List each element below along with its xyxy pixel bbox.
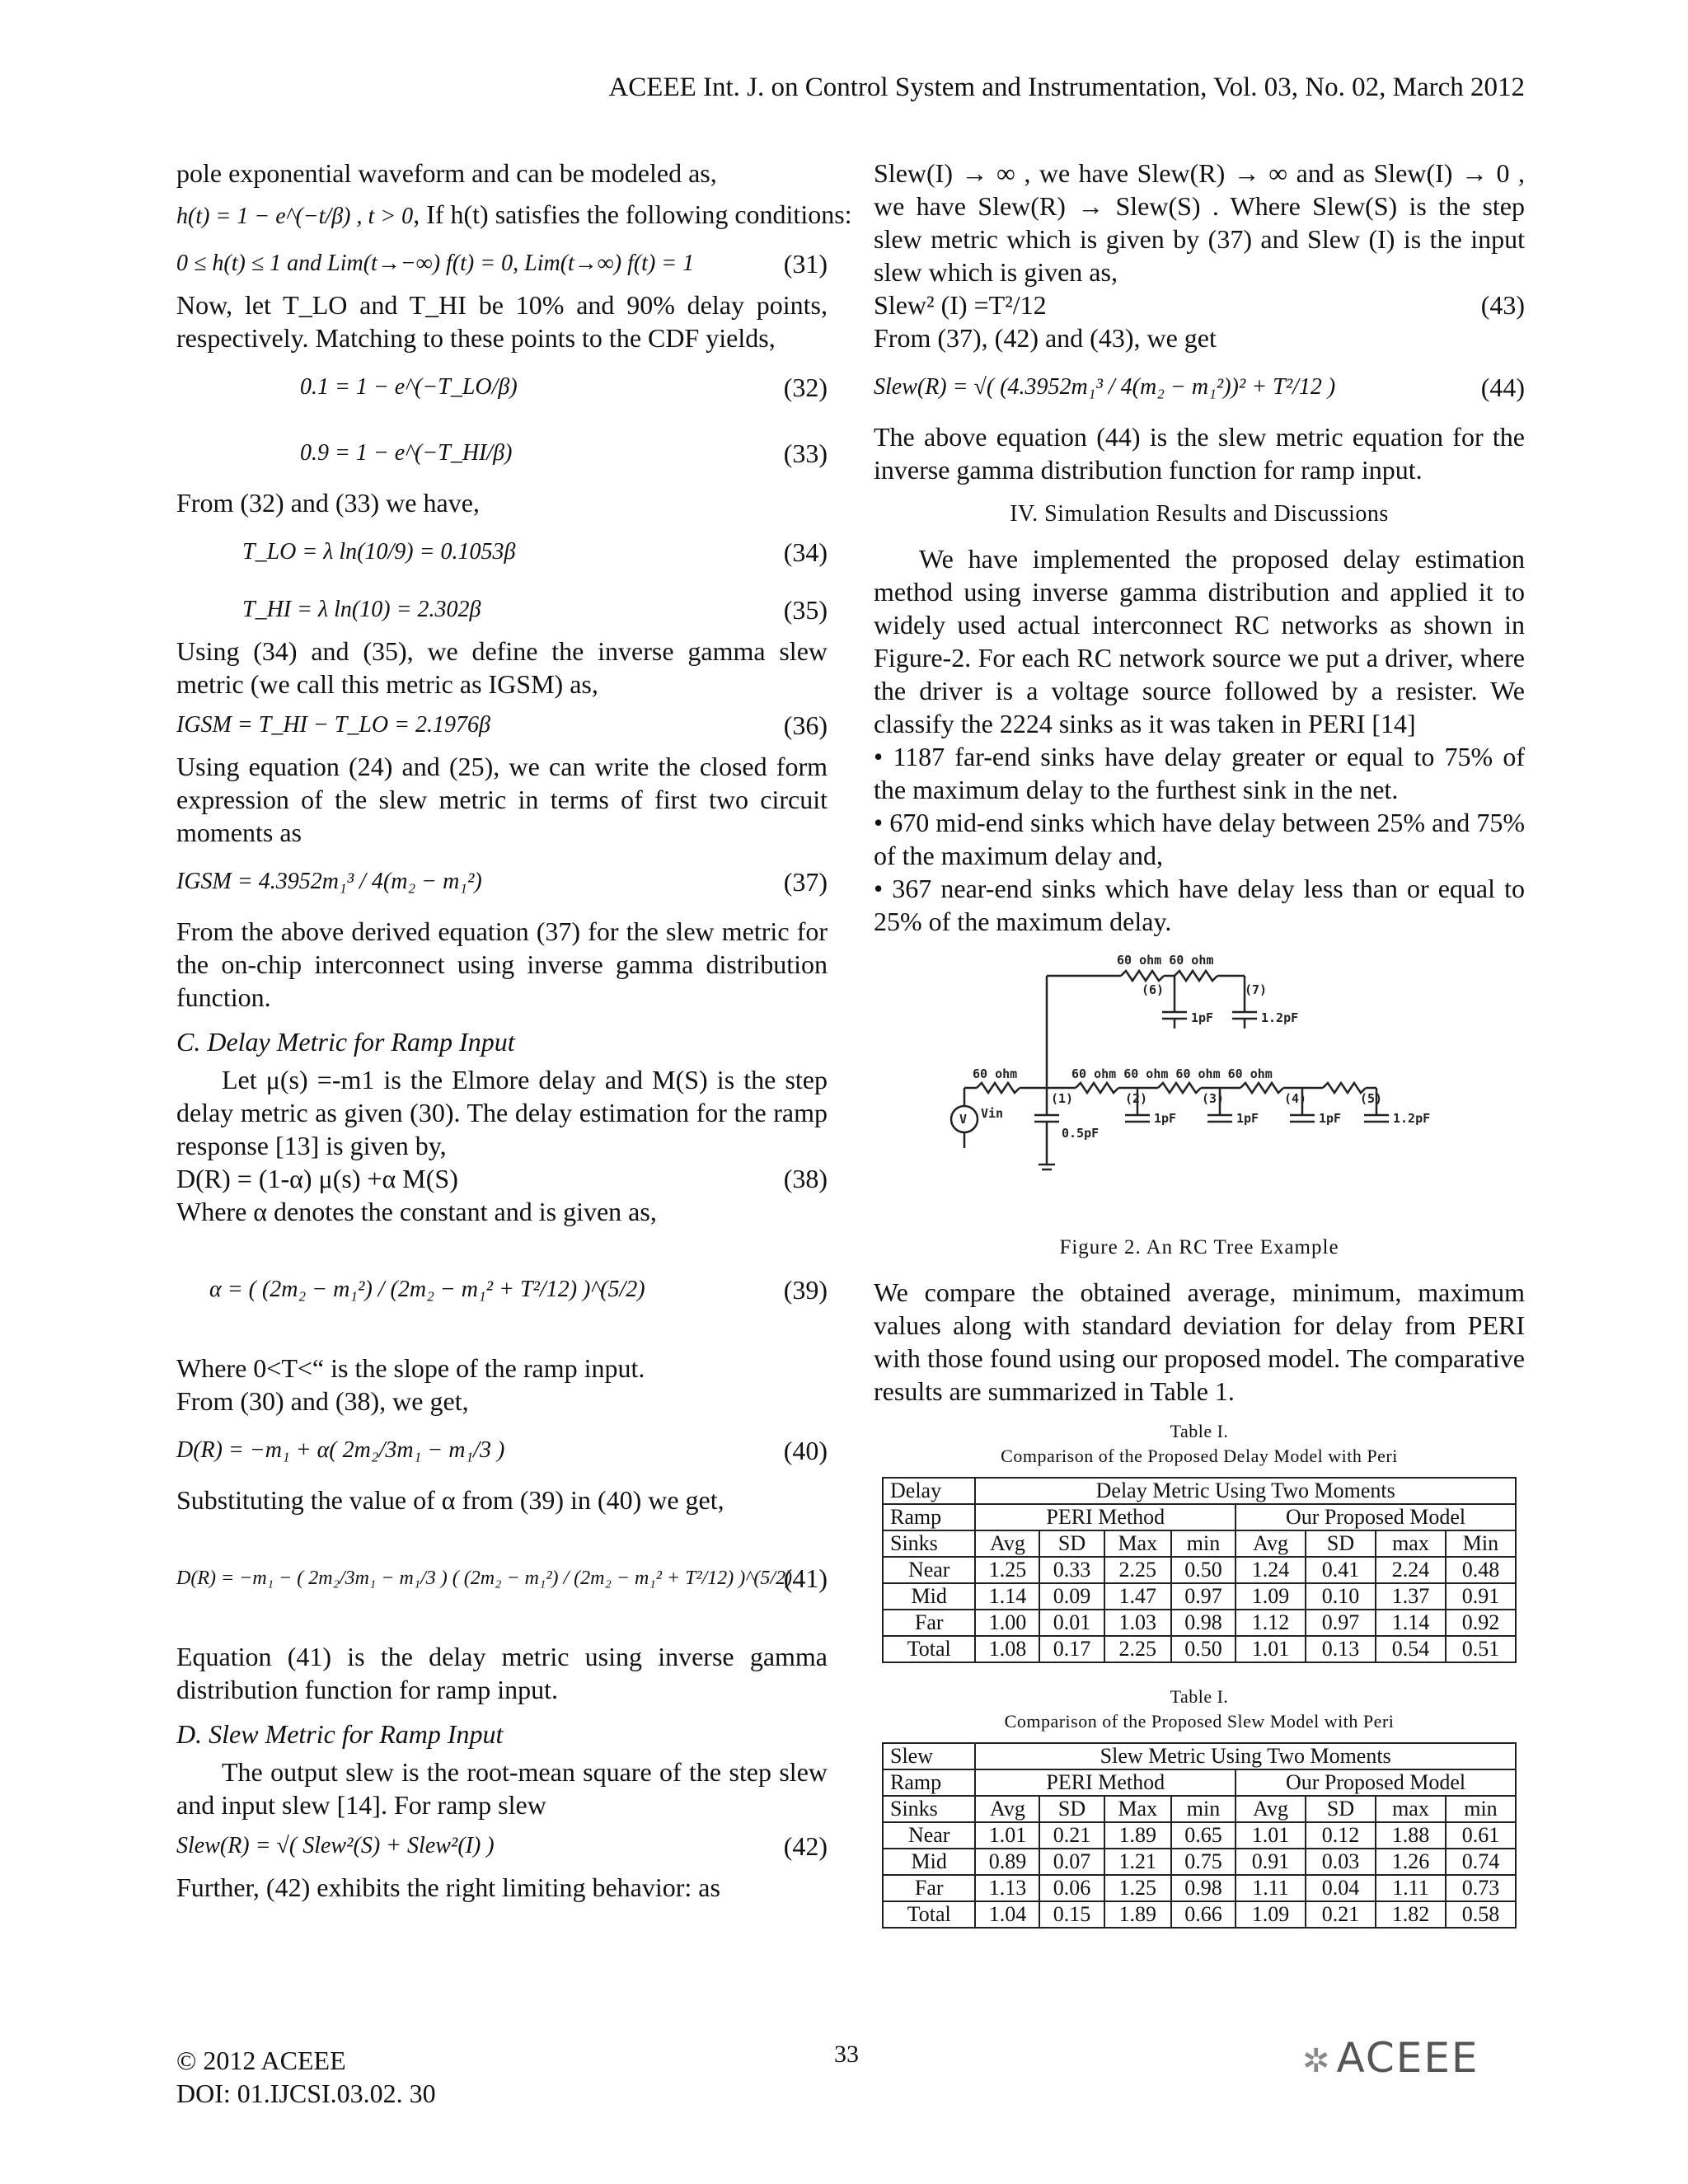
equation-40: [176, 1418, 828, 1483]
table-cell: 1.03: [1104, 1610, 1171, 1636]
equation-text: D(R) = −m₁ − ( 2m₂/3m₁ − m₁/3 ) ( (2m₂ − m₁²) / (2m₂ − m₁² + T²/12) )^(5/2): [176, 1568, 793, 1589]
source-symbol: V: [959, 1112, 968, 1127]
table-header-cell: SD: [1039, 1530, 1104, 1557]
paragraph: From the above derived equation (37) for the slew metric for the on-chip interconnect using inverse gamma distribution function.: [176, 916, 828, 1012]
table-cell: 0.33: [1039, 1557, 1104, 1583]
table-cell: 0.92: [1446, 1610, 1516, 1636]
table-cell: 0.73: [1446, 1875, 1516, 1901]
table-cell: 1.88: [1376, 1822, 1446, 1849]
table-row: [883, 1610, 1516, 1636]
section-heading-iv: IV. Simulation Results and Discussions: [1010, 501, 1389, 527]
table-cell: 0.50: [1171, 1557, 1236, 1583]
equation-text: D(R) = (1-α) μ(s) +α M(S): [176, 1164, 458, 1193]
table-cell: 0.97: [1306, 1610, 1376, 1636]
table-cell: 0.65: [1171, 1822, 1236, 1849]
equation-34: [176, 519, 828, 585]
table-header-cell: Delay Metric Using Two Moments: [975, 1478, 1516, 1504]
table-header-cell: Sinks: [883, 1796, 975, 1822]
delay-comparison-table: [882, 1477, 1517, 1663]
figure-caption: Figure 2. An RC Tree Example: [1059, 1236, 1339, 1258]
table-header-cell: Ramp: [883, 1504, 975, 1530]
bullet-item: • 367 near-end sinks which have delay less than or equal to 25% of the maximum delay.: [874, 874, 1525, 936]
equation-43: [874, 288, 1525, 321]
table-cell: 1.09: [1236, 1901, 1306, 1928]
table-cell: 0.15: [1039, 1901, 1104, 1928]
capacitor-label: 1pF: [1154, 1111, 1177, 1126]
paragraph: From (30) and (38), we get,: [176, 1386, 469, 1416]
paragraph: , If h(t) satisfies the following conditions:: [413, 199, 852, 229]
row-label: Total: [883, 1636, 975, 1662]
paragraph: Using equation (24) and (25), we can write the closed form expression of the slew metric in terms of first two circuit moments as: [176, 752, 828, 847]
table-header-cell: Avg: [1236, 1796, 1306, 1822]
table-cell: 2.25: [1104, 1557, 1171, 1583]
paragraph: Now, let T_LO and T_HI be 10% and 90% delay points, respectively. Matching to these points to the CDF yields,: [176, 290, 828, 353]
table-cell: 0.13: [1306, 1636, 1376, 1662]
table-cell: 1.25: [1104, 1875, 1171, 1901]
table-cell: 1.11: [1376, 1875, 1446, 1901]
table-header-cell: Delay: [883, 1478, 975, 1504]
table-cell: 0.54: [1376, 1636, 1446, 1662]
table-header-cell: Max: [1104, 1796, 1171, 1822]
equation-text: 0.1 = 1 − e^(−T_LO/β): [300, 374, 518, 400]
row-label: Mid: [883, 1849, 975, 1875]
equation-41: [176, 1516, 828, 1640]
table-cell: 0.41: [1306, 1557, 1376, 1583]
rc-tree-circuit: [874, 946, 1525, 1226]
table-row: [883, 1849, 1516, 1875]
capacitor-label: 0.5pF: [1062, 1126, 1100, 1141]
row-label: Total: [883, 1901, 975, 1928]
table-cell: 0.91: [1446, 1583, 1516, 1610]
equation-text: T_LO = λ ln(10/9) = 0.1053β: [242, 539, 516, 565]
table-cell: 1.26: [1376, 1849, 1446, 1875]
table-header-cell: max: [1376, 1796, 1446, 1822]
section-heading-c: C. Delay Metric for Ramp Input: [176, 1027, 515, 1057]
table-header-cell: Sinks: [883, 1530, 975, 1557]
star-icon: ✲: [1302, 2042, 1332, 2080]
table-header-cell: Our Proposed Model: [1236, 1769, 1516, 1796]
table-cell: 0.12: [1306, 1822, 1376, 1849]
resistor-label: 60 ohm: [973, 1066, 1018, 1081]
table-cell: 1.89: [1104, 1822, 1171, 1849]
copyright: © 2012 ACEEE: [176, 2046, 346, 2075]
node-label: (2): [1125, 1091, 1148, 1106]
table-cell: 1.82: [1376, 1901, 1446, 1928]
table-header-cell: SD: [1306, 1530, 1376, 1557]
equation-text: 0 ≤ h(t) ≤ 1 and Lim(t→−∞) f(t) = 0, Lim(t→∞) f(t) = 1: [176, 251, 695, 276]
equation-text: IGSM = 4.3952m₁³ / 4(m₂ − m₁²): [176, 869, 482, 894]
table-cell: 1.09: [1236, 1583, 1306, 1610]
table-cell: 0.06: [1039, 1875, 1104, 1901]
equation-number: (35): [783, 595, 828, 625]
table-cell: 0.98: [1171, 1610, 1236, 1636]
equation-32: [176, 354, 828, 420]
paragraph: Where α denotes the constant and is given as,: [176, 1197, 657, 1226]
capacitor-label: 1.2pF: [1261, 1010, 1299, 1025]
table-cell: 1.00: [975, 1610, 1039, 1636]
node-label: (5): [1360, 1091, 1383, 1106]
resistor-label: 60 ohm 60 ohm: [1117, 953, 1214, 968]
table-cell: 0.66: [1171, 1901, 1236, 1928]
table-cell: 0.07: [1039, 1849, 1104, 1875]
table-cell: 1.21: [1104, 1849, 1171, 1875]
table-cell: 1.14: [975, 1583, 1039, 1610]
equation-number: (44): [1480, 373, 1525, 402]
table-cell: 1.14: [1376, 1610, 1446, 1636]
table-header-cell: Slew: [883, 1743, 975, 1769]
table-cell: 0.74: [1446, 1849, 1516, 1875]
table-header-cell: SD: [1306, 1796, 1376, 1822]
paragraph: The output slew is the root-mean square of the step slew and input slew [14]. For ramp slew: [176, 1757, 828, 1820]
table-row: [883, 1901, 1516, 1928]
equation-h: [176, 190, 852, 239]
table-cell: 0.98: [1171, 1875, 1236, 1901]
table-row: [883, 1557, 1516, 1583]
table-cell: 1.24: [1236, 1557, 1306, 1583]
table-header-cell: Max: [1104, 1530, 1171, 1557]
footer-left: [176, 2044, 436, 2110]
table-header-cell: Min: [1446, 1530, 1516, 1557]
aceee-logo: [1302, 2034, 1479, 2082]
table-header-cell: min: [1171, 1796, 1236, 1822]
paragraph: Substituting the value of α from (39) in (40) we get,: [176, 1485, 724, 1515]
paragraph: Using (34) and (35), we define the inverse gamma slew metric (we call this metric as IGSM) as,: [176, 636, 828, 699]
section-heading-d: D. Slew Metric for Ramp Input: [176, 1719, 504, 1749]
equation-text: T_HI = λ ln(10) = 2.302β: [242, 597, 481, 622]
bullet-item: • 1187 far-end sinks have delay greater or equal to 75% of the maximum delay to the furthest sink in the net.: [874, 742, 1525, 804]
table-cell: 1.04: [975, 1901, 1039, 1928]
table-cell: 0.91: [1236, 1849, 1306, 1875]
table-header-cell: min: [1171, 1530, 1236, 1557]
table-caption: [874, 1685, 1525, 1734]
equation-text: α = ( (2m₂ − m₁²) / (2m₂ − m₁² + T²/12) )^(5/2): [209, 1277, 645, 1302]
resistor-label: 60 ohm 60 ohm 60 ohm 60 ohm: [1071, 1066, 1273, 1081]
table-row: [883, 1822, 1516, 1849]
table-cell: 0.75: [1171, 1849, 1236, 1875]
table-cell: 0.21: [1039, 1822, 1104, 1849]
table-header-cell: Ramp: [883, 1769, 975, 1796]
equation-36: [176, 701, 828, 750]
equation-text: Slew² (I) =T²/12: [874, 290, 1047, 320]
table-header-cell: Our Proposed Model: [1236, 1504, 1516, 1530]
equation-number: (39): [783, 1275, 828, 1305]
paragraph: From (37), (42) and (43), we get: [874, 323, 1217, 353]
paragraph: pole exponential waveform and can be modeled as,: [176, 158, 717, 188]
paragraph: We have implemented the proposed delay estimation method using inverse gamma distribution and applied it to widely used actual interconnect RC networks as shown in Figure-2. For each RC network source we put a driver, where the driver is a voltage source followed by a resister. We classify the 2224 sinks as it was taken in PERI [14]: [874, 544, 1525, 738]
paragraph: From (32) and (33) we have,: [176, 488, 480, 518]
table-cell: 1.89: [1104, 1901, 1171, 1928]
node-label: (1): [1051, 1091, 1074, 1106]
table-cell: 2.24: [1376, 1557, 1446, 1583]
source-label: Vin: [981, 1106, 1004, 1121]
table-cell: 1.08: [975, 1636, 1039, 1662]
table-cell: 0.97: [1171, 1583, 1236, 1610]
table-header-cell: min: [1446, 1796, 1516, 1822]
equation-number: (43): [1480, 290, 1525, 320]
equation-text: IGSM = T_HI − T_LO = 2.1976β: [176, 712, 490, 738]
equation-text: 0.9 = 1 − e^(−T_HI/β): [300, 440, 513, 466]
table-cell: 0.09: [1039, 1583, 1104, 1610]
equation-text: D(R) = −m₁ + α( 2m₂/3m₁ − m₁/3 ): [176, 1437, 505, 1463]
row-label: Near: [883, 1822, 975, 1849]
equation-number: (32): [783, 373, 828, 402]
equation-number: (41): [783, 1563, 828, 1593]
right-column: [874, 157, 1525, 1929]
table-cell: 1.47: [1104, 1583, 1171, 1610]
table-cell: 1.12: [1236, 1610, 1306, 1636]
table-cell: 1.37: [1376, 1583, 1446, 1610]
table-cell: 0.50: [1171, 1636, 1236, 1662]
table-caption: [874, 1419, 1525, 1469]
table-cell: 1.01: [1236, 1822, 1306, 1849]
table-cell: 2.25: [1104, 1636, 1171, 1662]
bullet-item: • 670 mid-end sinks which have delay between 25% and 75% of the maximum delay and,: [874, 808, 1525, 870]
row-label: Far: [883, 1875, 975, 1901]
node-label: (6): [1142, 982, 1165, 997]
table-header-cell: PERI Method: [975, 1769, 1236, 1796]
table-cell: 1.01: [975, 1822, 1039, 1849]
paragraph: Where 0<T<“ is the slope of the ramp input.: [176, 1353, 645, 1383]
equation-number: (33): [783, 438, 828, 468]
paragraph: Slew(I) → ∞ , we have Slew(R) → ∞ and as Slew(I) → 0 , we have Slew(R) → Slew(S) . Where Slew(S) is the step slew metric which is given by (37) and Slew (I) is the input slew which is given as,: [874, 158, 1525, 287]
table-header-cell: Avg: [975, 1530, 1039, 1557]
row-label: Far: [883, 1610, 975, 1636]
capacitor-label: 1.2pF: [1393, 1111, 1431, 1126]
table-cell: 0.21: [1306, 1901, 1376, 1928]
node-label: (3): [1202, 1091, 1225, 1106]
equation-number: (40): [783, 1436, 828, 1465]
equation-38: [176, 1162, 828, 1195]
node-label: (7): [1245, 982, 1268, 997]
equation-text: Slew(R) = √( (4.3952m₁³ / 4(m₂ − m₁²))² + T²/12 ): [874, 374, 1336, 400]
table-cell: 0.89: [975, 1849, 1039, 1875]
equation-37: [176, 849, 828, 915]
row-label: Mid: [883, 1583, 975, 1610]
equation-42: [176, 1821, 828, 1871]
table-header-cell: Avg: [975, 1796, 1039, 1822]
table-row: [883, 1583, 1516, 1610]
table-cell: 0.51: [1446, 1636, 1516, 1662]
table-header-cell: PERI Method: [975, 1504, 1236, 1530]
table-title: Table I.: [1170, 1686, 1229, 1707]
table-cell: 0.48: [1446, 1557, 1516, 1583]
equation-number: (37): [783, 867, 828, 897]
paragraph: Let μ(s) =-m1 is the Elmore delay and M(S) is the step delay metric as given (30). The delay estimation for the ramp response [13] is given by,: [176, 1065, 828, 1160]
table-cell: 0.58: [1446, 1901, 1516, 1928]
capacitor-label: 1pF: [1236, 1111, 1259, 1126]
equation-31: [176, 239, 828, 288]
equation-35: [176, 585, 828, 635]
page-number: 33: [834, 2041, 859, 2068]
table-row: [883, 1636, 1516, 1662]
equation-number: (38): [783, 1164, 828, 1193]
equation-text: Slew(R) = √( Slew²(S) + Slew²(I) ): [176, 1833, 495, 1858]
table-cell: 0.03: [1306, 1849, 1376, 1875]
table-header-cell: Avg: [1236, 1530, 1306, 1557]
table-header-cell: Slew Metric Using Two Moments: [975, 1743, 1516, 1769]
equation-number: (31): [783, 249, 828, 279]
table-title: Table I.: [1170, 1421, 1229, 1441]
equation-text: h(t) = 1 − e^(−t/β) , t > 0: [176, 204, 414, 229]
capacitor-label: 1pF: [1191, 1010, 1214, 1025]
paragraph: The above equation (44) is the slew metric equation for the inverse gamma distribution function for ramp input.: [874, 422, 1525, 485]
paragraph: We compare the obtained average, minimum, maximum values along with standard deviation for delay from PERI with those found using our proposed model. The comparative results are summarized in Table 1.: [874, 1277, 1525, 1406]
table-cell: 0.17: [1039, 1636, 1104, 1662]
table-cell: 1.13: [975, 1875, 1039, 1901]
equation-number: (36): [783, 710, 828, 740]
table-cell: 1.11: [1236, 1875, 1306, 1901]
table-cell: 1.01: [1236, 1636, 1306, 1662]
equation-39: [176, 1228, 828, 1352]
equation-number: (42): [783, 1831, 828, 1861]
row-label: Near: [883, 1557, 975, 1583]
table-header-cell: max: [1376, 1530, 1446, 1557]
table-subtitle: Comparison of the Proposed Delay Model with Peri: [1001, 1446, 1398, 1466]
table-cell: 0.01: [1039, 1610, 1104, 1636]
table-subtitle: Comparison of the Proposed Slew Model with Peri: [1004, 1711, 1395, 1732]
logo-text: ACEEE: [1336, 2034, 1479, 2082]
slew-comparison-table: [882, 1742, 1517, 1929]
table-cell: 0.61: [1446, 1822, 1516, 1849]
rc-tree-figure: [874, 946, 1525, 1226]
equation-44: [874, 354, 1525, 420]
paragraph: Equation (41) is the delay metric using inverse gamma distribution function for ramp input.: [176, 1642, 828, 1704]
doi: DOI: 01.IJCSI.03.02. 30: [176, 2079, 436, 2108]
table-row: [883, 1875, 1516, 1901]
equation-number: (34): [783, 537, 828, 567]
paragraph: Further, (42) exhibits the right limiting behavior: as: [176, 1872, 720, 1902]
capacitor-label: 1pF: [1319, 1111, 1342, 1126]
table-cell: 1.25: [975, 1557, 1039, 1583]
left-column: [176, 157, 852, 1904]
table-cell: 0.04: [1306, 1875, 1376, 1901]
table-cell: 0.10: [1306, 1583, 1376, 1610]
equation-33: [176, 420, 828, 486]
journal-header: ACEEE Int. J. on Control System and Instrumentation, Vol. 03, No. 02, March 2012: [608, 73, 1525, 102]
table-header-cell: SD: [1039, 1796, 1104, 1822]
node-label: (4): [1284, 1091, 1307, 1106]
